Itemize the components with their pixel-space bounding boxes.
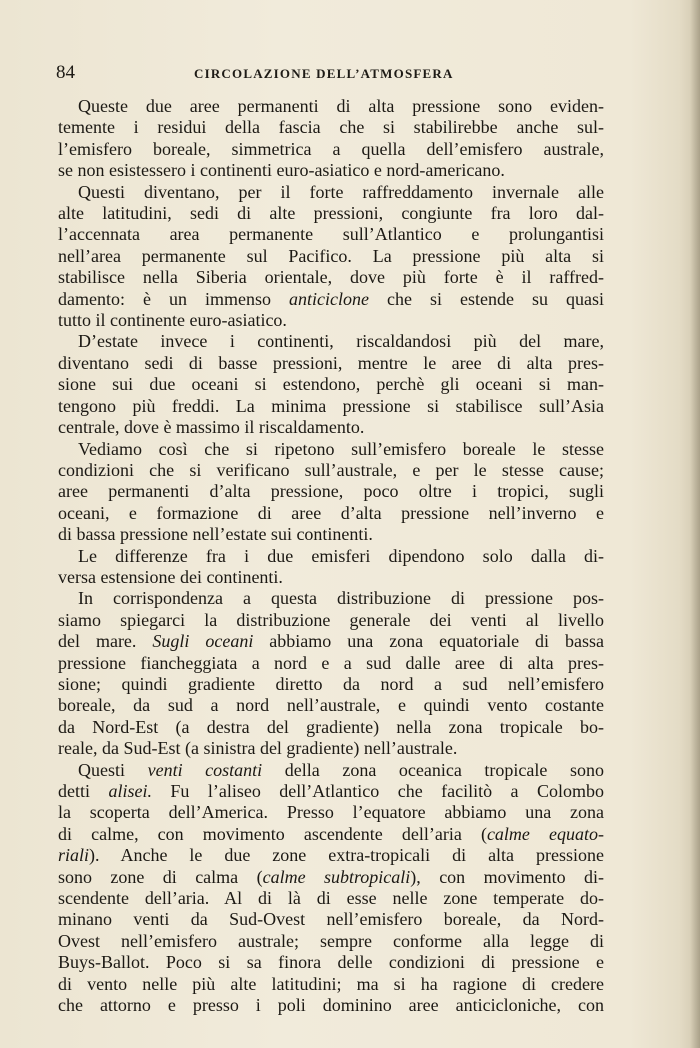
text-line: D’estate invece i continenti, riscaldandosi più del mare, — [78, 331, 604, 352]
text-line: alte latitudini, sedi di alte pressioni, congiunte fra loro dal- — [58, 203, 604, 224]
text-line: versa estensione dei continenti. — [58, 566, 283, 587]
text-line: boreale, da sud a nord nell’australe, e quindi vento costante — [58, 695, 604, 716]
page-header — [56, 62, 604, 86]
text-run: che si estende su quasi — [369, 288, 605, 309]
text-line: scendente dell’aria. Al di là di esse nelle zone temperate do- — [58, 888, 604, 909]
italic-term: calme subtropicali — [262, 866, 411, 887]
text-line: Le differenze fra i due emisferi dipendono solo dalla di- — [78, 545, 604, 566]
text-line: pressione fiancheggiata a nord e a sud dalle aree di alta pres- — [58, 652, 604, 673]
text-run: di calme, con movimento ascendente dell’aria ( — [58, 823, 487, 844]
italic-term: riali — [58, 845, 90, 866]
text-line: minano venti da Sud-Ovest nell’emisfero boreale, da Nord- — [58, 909, 604, 930]
text-line: tengono più freddi. La minima pressione si stabilisce sull’Asia — [58, 395, 604, 416]
italic-term: Sugli oceani — [152, 631, 254, 652]
text-run: ). Anche le due zone extra-tropicali di alta pressione — [89, 845, 604, 866]
text-line: l’emisfero boreale, simmetrica a quella dell’emisfero australe, — [58, 138, 604, 159]
text-run: Fu l’aliseo dell’Atlantico che facilitò a Colombo — [151, 781, 604, 801]
paragraph — [58, 439, 604, 546]
text-line: la scoperta dell’America. Presso l’equatore abbiamo una zona — [58, 802, 604, 823]
text-line: temente i residui della fascia che si stabilirebbe anche sul- — [58, 117, 604, 138]
text-line: da Nord-Est (a destra del gradiente) nella zona tropicale bo- — [58, 716, 604, 737]
text-line: Queste due aree permanenti di alta pressione sono eviden- — [78, 96, 604, 116]
paragraph — [58, 331, 604, 438]
text-line: In corrispondenza a questa distribuzione di pressione pos- — [78, 588, 604, 609]
text-line — [58, 867, 604, 888]
text-line: stabilisce nella Siberia orientale, dove più forte è il raffred- — [58, 267, 604, 288]
text-line: che attorno e presso i poli dominino aree anticicloniche, con — [58, 995, 604, 1016]
text-line — [58, 824, 604, 845]
paragraph — [58, 96, 604, 182]
text-run: ), con movimento di- — [410, 866, 604, 887]
text-run: abbiamo una zona equatoriale di bassa — [253, 631, 604, 652]
paragraph — [58, 546, 604, 589]
text-line — [58, 289, 604, 310]
text-line: oceani, e formazione di aree d’alta pressione nell’inverno e — [58, 502, 604, 523]
text-line — [58, 845, 604, 866]
paragraph — [58, 588, 604, 759]
paragraph — [58, 760, 604, 1017]
text-line: siamo spiegarci la distribuzione generale dei venti al livello — [58, 609, 604, 630]
text-run: damento: è un immenso — [58, 288, 290, 309]
text-line: Vediamo così che si ripetono sull’emisfero boreale le stesse — [78, 438, 604, 459]
page-edge-shadow — [690, 0, 700, 1048]
text-line — [58, 781, 604, 802]
text-line: centrale, dove è massimo il riscaldamento. — [58, 417, 365, 438]
text-line: condizioni che si verificano sull’australe, e per le stesse cause; — [58, 459, 604, 480]
text-line: sione; quindi gradiente diretto da nord a sud nell’emisfero — [58, 673, 604, 694]
text-line: Ovest nell’emisfero australe; sempre conforme alla legge di — [58, 930, 604, 951]
text-line: diventano sedi di basse pressioni, mentre le aree di alta pres- — [58, 352, 604, 373]
text-run: sono zone di calma ( — [58, 866, 263, 887]
text-line: Questi diventano, per il forte raffreddamento invernale alle — [78, 181, 604, 202]
italic-term: alisei. — [108, 781, 152, 801]
text-line: di bassa pressione nell’estate sui continenti. — [58, 524, 373, 545]
text-line: Buys-Ballot. Poco si sa finora delle condizioni di pressione e — [58, 952, 604, 973]
text-line — [58, 760, 604, 781]
text-line: sione sui due oceani si estendono, perchè gli oceani si man- — [58, 374, 604, 395]
italic-term: calme equato- — [486, 823, 604, 844]
text-line: reale, da Sud-Est (a sinistra del gradiente) nell’australe. — [58, 738, 458, 759]
page-number: 84 — [56, 62, 75, 83]
paragraph — [58, 182, 604, 332]
text-line: nell’area permanente sul Pacifico. La pressione più alta si — [58, 245, 604, 266]
italic-term: venti costanti — [147, 759, 263, 780]
body-text — [58, 96, 604, 1016]
text-run: Questi — [78, 759, 148, 780]
text-line — [58, 631, 604, 652]
text-line: se non esistessero i continenti euro-asiatico e nord-americano. — [58, 160, 505, 181]
text-run: del mare. — [58, 631, 153, 652]
running-title: CIRCOLAZIONE DELL’ATMOSFERA — [194, 66, 454, 81]
text-line: tutto il continente euro-asiatico. — [58, 310, 287, 331]
text-line: l’accennata area permanente sull’Atlantico e prolungantisi — [58, 224, 604, 245]
text-run: della zona oceanica tropicale sono — [262, 759, 604, 780]
text-run: detti — [58, 781, 109, 801]
text-line: di vento nelle più alte latitudini; ma si ha ragione di credere — [58, 973, 604, 994]
text-line: aree permanenti d’alta pressione, poco oltre i tropici, sugli — [58, 481, 604, 502]
italic-term: anticiclone — [289, 288, 369, 309]
